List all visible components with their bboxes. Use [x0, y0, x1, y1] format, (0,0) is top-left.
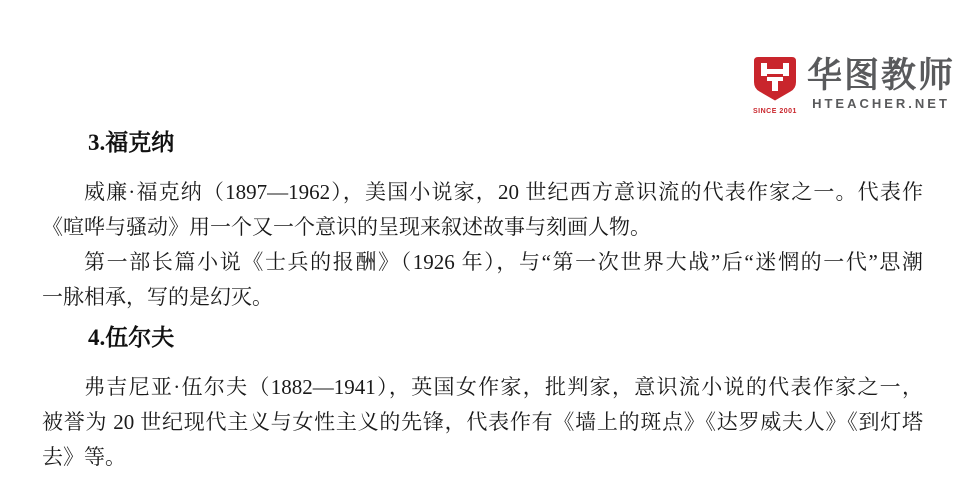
text-line: 《喧哗与骚动》用一个又一个意识的呈现来叙述故事与刻画人物。 [42, 215, 651, 239]
huatu-logo [752, 56, 955, 115]
logo-since-label: SINCE 2001 [753, 108, 797, 115]
text-line: 威廉·福克纳（1897—1962），美国小说家，20 世纪西方意识流的代表作家之一。代表作 [84, 180, 923, 204]
section-heading-woolf: 4.伍尔夫 [88, 325, 175, 350]
logo-brand-name: 华图教师 [806, 56, 955, 95]
paragraph-faulkner-first-novel [42, 245, 923, 315]
text-line: 一脉相承，写的是幻灭。 [42, 285, 273, 309]
logo-text-column [807, 57, 955, 111]
logo-site-url: HTEACHER.NET [812, 96, 950, 111]
text-line: 去》等。 [42, 445, 126, 469]
text-line: 第一部长篇小说《士兵的报酬》（1926 年），与“第一次世界大战”后“迷惘的一代”思潮 [84, 250, 923, 274]
logo-shield-column [752, 56, 798, 115]
paragraph-woolf-intro [42, 370, 923, 475]
document-content [42, 125, 923, 475]
paragraph-faulkner-intro [42, 175, 923, 245]
ht-shield-icon [753, 56, 797, 106]
section-heading-faulkner: 3.福克纳 [88, 130, 175, 155]
text-line: 弗吉尼亚·伍尔夫（1882—1941），英国女作家，批判家，意识流小说的代表作家之一， [84, 375, 923, 399]
text-line: 被誉为 20 世纪现代主义与女性主义的先锋，代表作有《墙上的斑点》《达罗威夫人》《到灯塔 [42, 410, 923, 434]
